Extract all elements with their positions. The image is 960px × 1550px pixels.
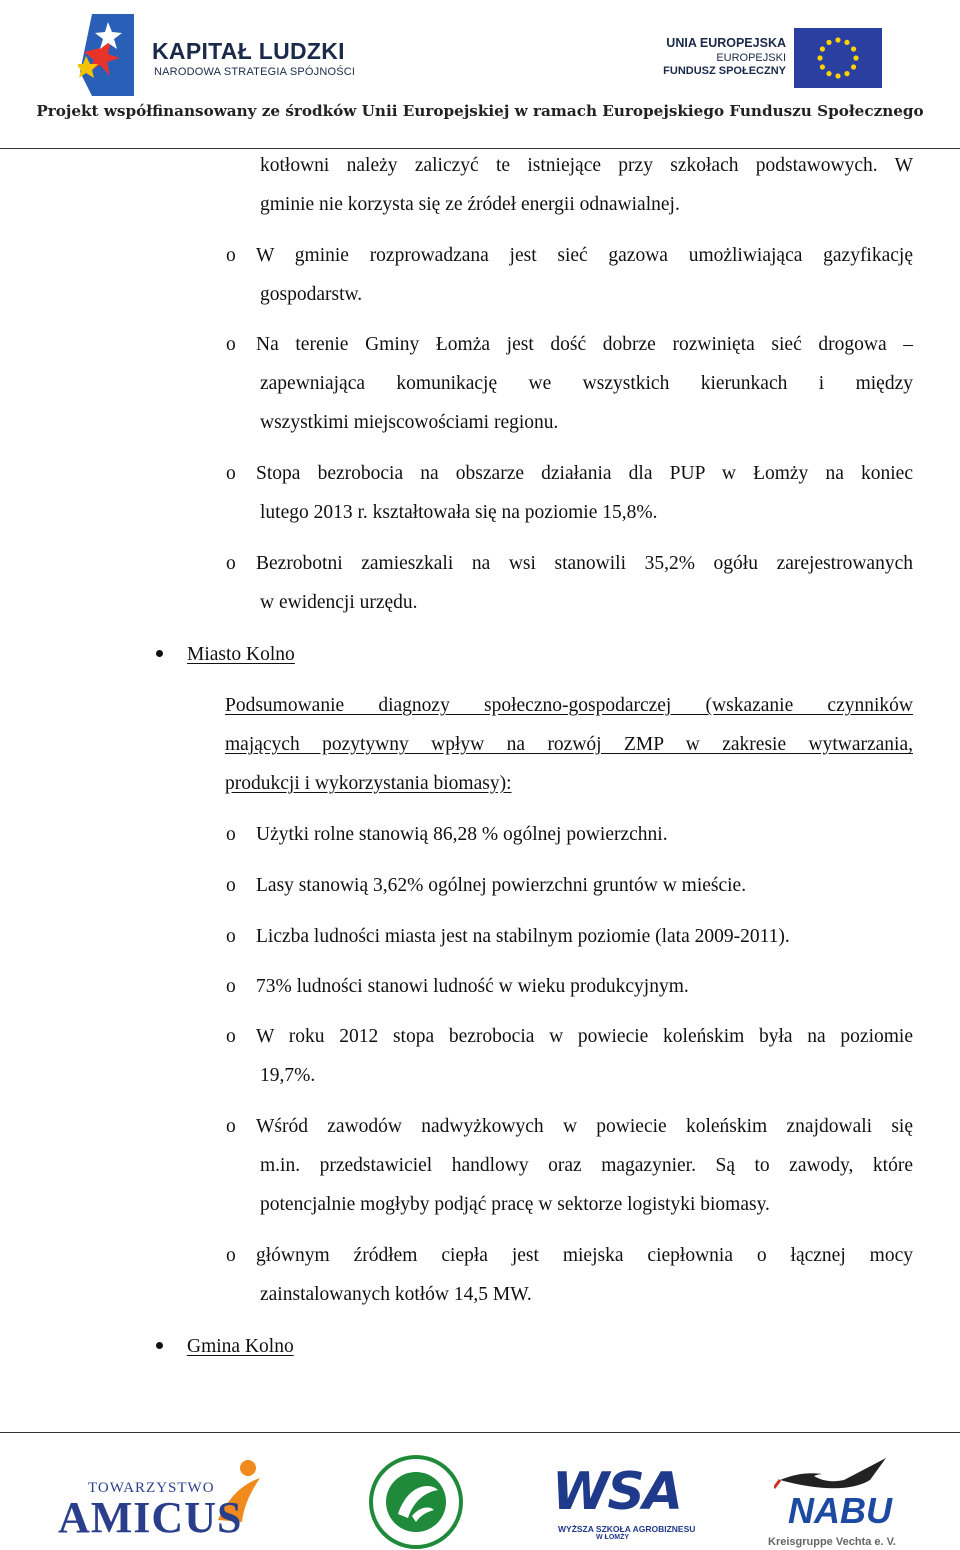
amicus-logo	[58, 1458, 273, 1548]
summary-heading-line: mających pozytywny wpływ na rozwój ZMP w zakresie wytwarzania,	[225, 734, 913, 755]
list-item	[226, 334, 913, 356]
list-marker: o	[226, 976, 236, 997]
eu-line2: EUROPEJSKI	[716, 52, 786, 64]
list-item-text: Lasy stanowią 3,62% ogólnej powierzchni gruntów w mieście.	[256, 875, 747, 896]
list-item-continuation: gospodarstw.	[260, 284, 363, 305]
list-marker: o	[226, 1116, 236, 1137]
list-marker: o	[226, 553, 236, 574]
list-item-continuation: lutego 2013 r. kształtowała się na poziomie 15,8%.	[260, 502, 658, 523]
list-item	[226, 463, 913, 485]
wsa-line1-text: WYŻSZA SZKOŁA AGROBIZNESU	[558, 1524, 696, 1534]
kapital-ludzki-title: KAPITAŁ LUDZKI	[152, 38, 345, 64]
list-item-continuation: wszystkimi miejscowościami regionu.	[260, 412, 559, 433]
list-marker: o	[226, 1026, 236, 1047]
list-item-continuation: zainstalowanych kotłów 14,5 MW.	[260, 1284, 532, 1305]
list-item-continuation: m.in. przedstawiciel handlowy oraz magazynier. Są to zawody, które	[260, 1155, 913, 1176]
agencja-ekorozwoju-logo-icon	[368, 1454, 464, 1550]
wsa-logo	[548, 1462, 696, 1542]
nabu-sub-text: Kreisgruppe Vechta e. V.	[768, 1536, 896, 1548]
continued-text-line: gminie nie korzysta się ze źródeł energii odnawialnej.	[260, 194, 680, 215]
footer-divider	[0, 1432, 960, 1433]
list-item	[226, 553, 913, 575]
kapital-ludzki-logo-icon	[78, 12, 144, 98]
cofinancing-caption: Projekt współfinansowany ze środków Unii Europejskiej w ramach Europejskiego Funduszu Społecznego	[36, 102, 924, 120]
list-item	[226, 1245, 913, 1267]
list-item	[226, 976, 913, 998]
list-item	[226, 1026, 913, 1048]
list-item	[226, 875, 913, 897]
list-item	[226, 1116, 913, 1138]
list-item-continuation: zapewniająca komunikację we wszystkich kierunkach i między	[260, 373, 913, 394]
list-marker: o	[226, 875, 236, 896]
eu-flag-icon	[794, 28, 882, 88]
eu-fund-label	[640, 36, 786, 77]
section-heading-label: Miasto Kolno	[187, 644, 295, 665]
page-footer	[0, 1440, 960, 1550]
list-item-continuation: potencjalnie mogłyby podjąć pracę w sektorze logistyki biomasy.	[260, 1194, 770, 1215]
list-item-text: Użytki rolne stanowią 86,28 % ogólnej powierzchni.	[256, 824, 668, 845]
list-item-text: Na terenie Gminy Łomża jest dość dobrze rozwinięta sieć drogowa –	[256, 334, 913, 355]
list-item-text: Bezrobotni zamieszkali na wsi stanowili 35,2% ogółu zarejestrowanych	[256, 553, 913, 574]
list-marker: o	[226, 926, 236, 947]
header-divider	[0, 148, 960, 149]
bullet-icon	[156, 1342, 163, 1349]
amicus-small-text: TOWARZYSTWO	[88, 1480, 215, 1496]
list-item	[226, 245, 913, 267]
list-item-text: Liczba ludności miasta jest na stabilnym poziomie (lata 2009-2011).	[256, 926, 790, 947]
summary-heading-line: Podsumowanie diagnozy społeczno-gospodarczej (wskazanie czynników	[225, 695, 913, 716]
list-item	[226, 926, 913, 948]
eu-line1: UNIA EUROPEJSKA	[666, 36, 786, 50]
list-item-continuation: 19,7%.	[260, 1065, 316, 1086]
section-heading-miasto-kolno	[156, 644, 295, 666]
list-item-text: Stopa bezrobocia na obszarze działania dla PUP w Łomży na koniec	[256, 463, 913, 484]
list-marker: o	[226, 245, 236, 266]
list-item-text: W roku 2012 stopa bezrobocia w powiecie koleńskim była na poziomie	[256, 1026, 913, 1047]
list-item-continuation: w ewidencji urzędu.	[260, 592, 418, 613]
list-item-text: 73% ludności stanowi ludność w wieku produkcyjnym.	[256, 976, 689, 997]
wsa-line2-text: W ŁOMŻY	[596, 1534, 630, 1541]
section-heading-label: Gmina Kolno	[187, 1336, 294, 1357]
list-item-text: W gminie rozprowadzana jest sieć gazowa umożliwiająca gazyfikację	[256, 245, 913, 266]
section-heading-gmina-kolno	[156, 1336, 294, 1358]
list-marker: o	[226, 334, 236, 355]
list-marker: o	[226, 463, 236, 484]
wsa-big-text: WSA	[552, 1462, 682, 1522]
amicus-big-text: AMICUS	[58, 1493, 243, 1542]
list-marker: o	[226, 1245, 236, 1266]
list-item	[226, 824, 913, 846]
list-item-text: głównym źródłem ciepła jest miejska ciepłownia o łącznej mocy	[256, 1245, 913, 1266]
eu-line3: FUNDUSZ SPOŁECZNY	[663, 65, 786, 77]
page-header	[0, 0, 960, 150]
list-marker: o	[226, 824, 236, 845]
continued-text-line: kotłowni należy zaliczyć te istniejące przy szkołach podstawowych. W	[260, 155, 913, 176]
kapital-ludzki-subtitle: NARODOWA STRATEGIA SPÓJNOŚCI	[154, 66, 356, 78]
nabu-logo	[764, 1450, 914, 1550]
nabu-big-text: NABU	[788, 1490, 892, 1531]
summary-heading-line: produkcji i wykorzystania biomasy):	[225, 773, 512, 794]
bullet-icon	[156, 650, 163, 657]
list-item-text: Wśród zawodów nadwyżkowych w powiecie koleńskim znajdowali się	[256, 1116, 913, 1137]
